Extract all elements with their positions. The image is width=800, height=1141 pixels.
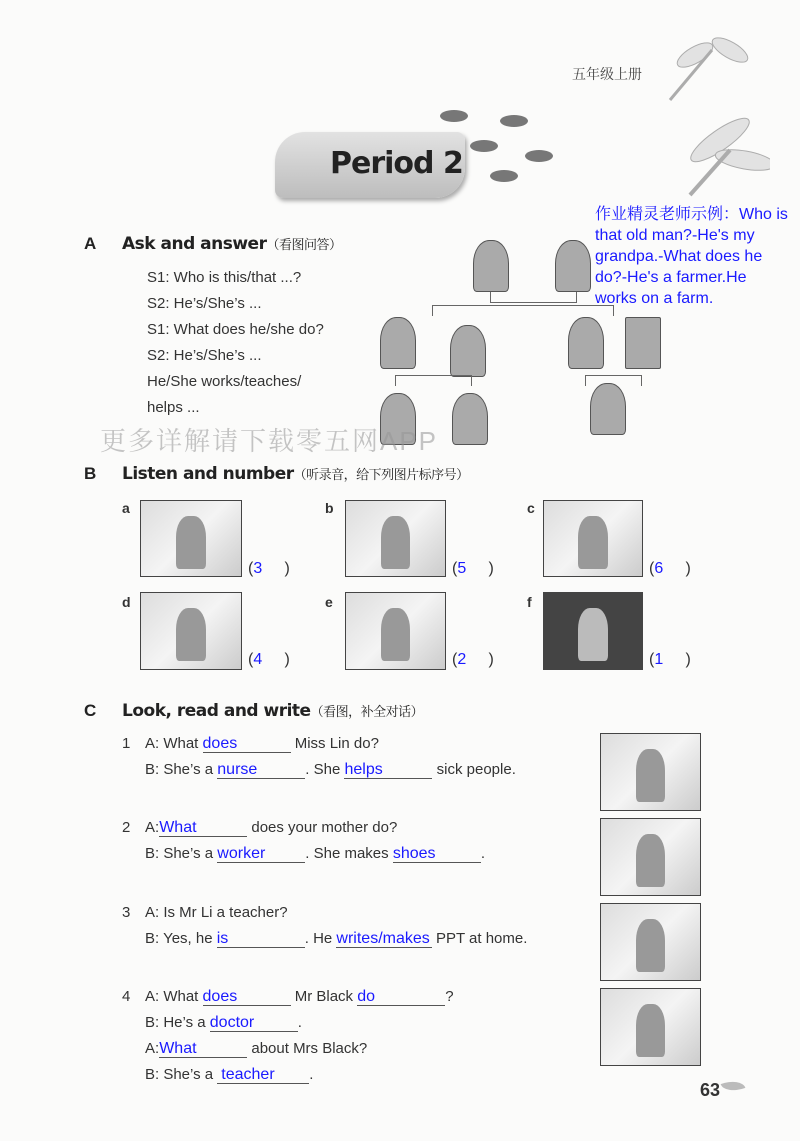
question-4-line-d <box>145 1066 313 1084</box>
text: ? <box>445 988 454 1005</box>
answer-value: 4 <box>253 651 263 668</box>
text: PPT at home. <box>435 930 528 947</box>
worker-figure <box>568 317 604 369</box>
text: . She <box>305 761 341 778</box>
text: B: She’s a <box>145 761 214 778</box>
question-number: 1 <box>122 735 131 752</box>
answer-blank[interactable]: does <box>203 989 291 1006</box>
answer-value: 1 <box>654 651 664 668</box>
tree-connector <box>395 375 472 386</box>
text: . She makes <box>305 845 389 862</box>
fish-icon <box>490 170 518 182</box>
text: does your mother do? <box>251 819 398 836</box>
girl-figure <box>452 393 488 445</box>
grandpa-figure <box>473 240 509 292</box>
policeman-picture <box>543 500 643 577</box>
cook-picture <box>345 500 446 577</box>
answer-slot[interactable]: (1 ) <box>649 651 691 668</box>
text: Mr Black <box>294 988 354 1005</box>
answer-blank[interactable]: does <box>203 736 291 753</box>
text: B: He’s a <box>145 1014 206 1031</box>
family-tree-illustration <box>370 235 690 445</box>
text: . <box>309 1066 314 1083</box>
dialogue-line: S1: What does he/she do? <box>147 321 324 338</box>
text: A: <box>145 819 160 836</box>
section-a-subtitle: （看图问答） <box>266 238 342 253</box>
text: B: She’s a <box>145 845 214 862</box>
question-4-line-a <box>145 988 454 1006</box>
text: A: What <box>145 988 199 1005</box>
nurse-picture <box>345 592 446 670</box>
section-b-title-text: Listen and number <box>122 464 294 484</box>
text: Miss Lin do? <box>294 735 379 752</box>
answer-slot[interactable]: (4 ) <box>248 651 290 668</box>
tree-connector <box>490 292 577 303</box>
text: sick people. <box>436 761 516 778</box>
farmer-picture <box>140 500 242 577</box>
question-number: 2 <box>122 819 131 836</box>
driver-figure <box>625 317 661 369</box>
nurse-picture <box>600 733 701 811</box>
teacher-example-annotation: 作业精灵老师示例：Who is that old man?-He's my grandpa.-What does he do?-He's a farmer.He works on a farm. <box>595 206 788 307</box>
picture-label: b <box>325 500 334 516</box>
fish-icon <box>525 150 553 162</box>
watermark: 更多详解请下载零五网APP <box>100 426 439 456</box>
computer-user-picture <box>600 903 701 981</box>
fish-icon <box>500 115 528 127</box>
answer-blank[interactable]: writes/makes <box>336 930 430 947</box>
dragonfly-icon <box>650 20 770 200</box>
title-banner <box>275 132 465 198</box>
answer-blank[interactable]: nurse <box>217 762 305 779</box>
answer-blank[interactable]: What <box>159 1041 247 1058</box>
answer-blank[interactable]: helps <box>344 762 432 779</box>
picture-label: d <box>122 594 131 610</box>
dialogue-line: S2: He’s/She’s ... <box>147 295 262 312</box>
tree-connector <box>432 305 614 316</box>
section-a-title-text: Ask and answer <box>122 234 267 254</box>
shoe-worker-picture <box>600 818 701 896</box>
section-c-title-text: Look, read and write <box>122 701 311 721</box>
answer-value: 2 <box>457 651 467 668</box>
question-2-line-b <box>145 845 485 863</box>
picture-label: f <box>527 594 532 610</box>
dialogue-line: He/She works/teaches/ <box>147 373 302 390</box>
taxi-driver-picture <box>140 592 242 670</box>
question-4-line-b <box>145 1014 302 1032</box>
grandma-figure <box>555 240 591 292</box>
grade-label: 五年级上册 <box>572 66 642 82</box>
section-b-title <box>122 464 469 484</box>
section-a-letter: A <box>84 234 97 253</box>
text: B: Yes, he <box>145 930 213 947</box>
answer-value: 3 <box>253 560 263 577</box>
nurse-figure <box>450 325 486 377</box>
picture-label: a <box>122 500 130 516</box>
question-number: 4 <box>122 988 131 1005</box>
doctor-teacher-picture <box>600 988 701 1066</box>
text: B: She’s a <box>145 1066 214 1083</box>
question-2-line-a <box>145 819 397 837</box>
text: about Mrs Black? <box>251 1040 368 1057</box>
answer-blank[interactable]: is <box>217 931 305 948</box>
answer-blank[interactable]: doctor <box>210 1015 298 1032</box>
policeman-figure <box>380 317 416 369</box>
text: . He <box>304 930 333 947</box>
text: A: What <box>145 735 199 752</box>
picture-label: e <box>325 594 333 610</box>
dialogue-line: helps ... <box>147 399 200 416</box>
section-c-letter: C <box>84 701 97 720</box>
answer-blank[interactable]: teacher <box>217 1067 309 1084</box>
answer-slot[interactable]: (5 ) <box>452 560 494 577</box>
picture-label: c <box>527 500 535 516</box>
question-4-line-c <box>145 1040 367 1058</box>
fish-icon <box>440 110 468 122</box>
question-number: 3 <box>122 904 131 921</box>
section-b-letter: B <box>84 464 97 483</box>
answer-slot[interactable]: (3 ) <box>248 560 290 577</box>
dialogue-line: S1: Who is this/that ...? <box>147 269 302 286</box>
dialogue-line: S2: He’s/She’s ... <box>147 347 262 364</box>
question-3-line-b <box>145 930 527 948</box>
fish-icon <box>470 140 498 152</box>
question-3-line-a: A: Is Mr Li a teacher? <box>145 904 288 921</box>
page-title: Period 2 <box>330 146 463 181</box>
answer-blank[interactable]: shoes <box>393 846 481 863</box>
text: . <box>480 845 485 862</box>
section-c-title <box>122 701 423 721</box>
text: . <box>297 1014 302 1031</box>
teacher-picture <box>543 592 643 670</box>
leaf-icon <box>721 1077 746 1096</box>
section-b-subtitle: （听录音，给下列图片标序号） <box>293 468 469 483</box>
text: A: <box>145 1040 160 1057</box>
answer-slot[interactable]: (2 ) <box>452 651 494 668</box>
answer-blank[interactable]: do <box>357 989 445 1006</box>
answer-blank[interactable]: worker <box>217 846 305 863</box>
question-1-line-b <box>145 761 516 779</box>
question-1-line-a <box>145 735 379 753</box>
section-a-title <box>122 234 342 254</box>
answer-blank[interactable]: What <box>159 820 247 837</box>
section-c-subtitle: （看图，补全对话） <box>310 705 424 720</box>
answer-value: 5 <box>457 560 467 577</box>
answer-slot[interactable]: (6 ) <box>649 560 691 577</box>
answer-value: 6 <box>654 560 664 577</box>
boy-figure <box>590 383 626 435</box>
page-number: 63 <box>700 1080 721 1100</box>
